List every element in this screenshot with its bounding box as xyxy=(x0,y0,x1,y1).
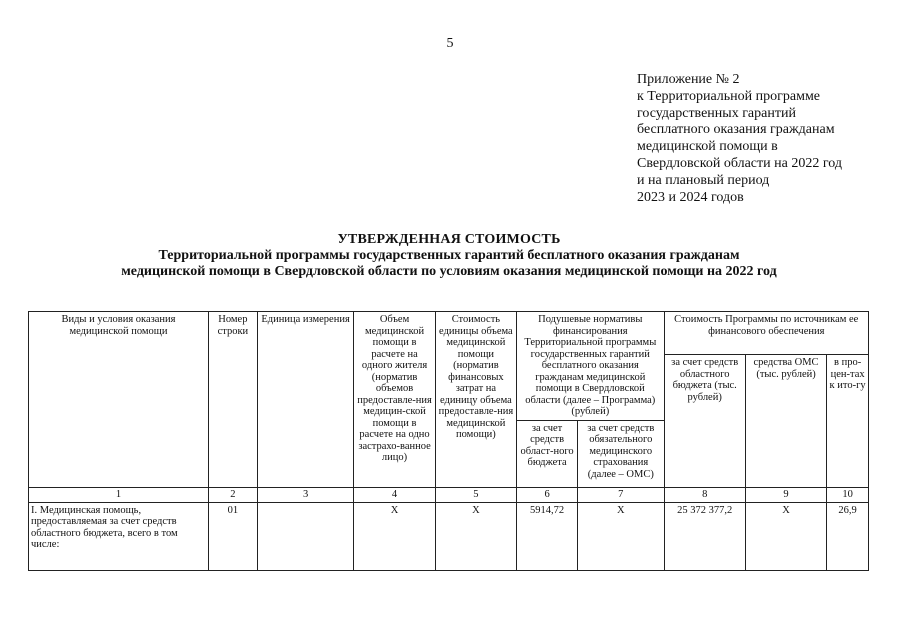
header-per-capita-normatives: Подушевые нормативы финансирования Территориальной программы государственных гарантий бесплатного оказания гражданам медицинской помощи в Свердловской области (далее – Программа) (рублей) xyxy=(517,312,664,421)
appendix-note xyxy=(637,72,897,206)
header-per-capita-oms: за счет средств обязательного медицинского страхования (далее – ОМС) xyxy=(578,420,664,487)
title-line-1: УТВЕРЖДЕННАЯ СТОИМОСТЬ xyxy=(337,232,561,247)
header-kinds: Виды и условия оказания медицинской помощи xyxy=(29,312,209,488)
header-program-cost: Стоимость Программы по источникам ее финансового обеспечения xyxy=(664,312,868,355)
column-number: 1 xyxy=(29,487,209,502)
appendix-line: 2023 и 2024 годов xyxy=(637,189,744,205)
appendix-line: к Территориальной программе xyxy=(637,88,821,104)
cell-cost-budget: 25 372 377,2 xyxy=(664,502,745,570)
header-unit: Единица измерения xyxy=(257,312,354,488)
title-line-2: Территориальной программы государственных гарантий бесплатного оказания гражданам xyxy=(158,248,740,263)
cell-per-capita-oms: Х xyxy=(578,502,664,570)
cell-name: I. Медицинская помощь, предоставляемая за счет средств областного бюджета, всего в том числе: xyxy=(29,502,209,570)
header-row xyxy=(29,312,869,355)
column-number: 5 xyxy=(435,487,516,502)
table-row xyxy=(29,502,869,570)
cost-table xyxy=(28,311,869,571)
header-cost-oms: средства ОМС (тыс. рублей) xyxy=(745,355,826,488)
appendix-line: бесплатного оказания гражданам xyxy=(637,122,835,138)
appendix-line: Свердловской области на 2022 год xyxy=(637,155,842,171)
column-number: 7 xyxy=(578,487,664,502)
column-number: 2 xyxy=(208,487,257,502)
appendix-line: государственных гарантий xyxy=(637,105,796,121)
column-number: 9 xyxy=(745,487,826,502)
column-number: 6 xyxy=(517,487,578,502)
document-title xyxy=(40,232,858,280)
cell-unit xyxy=(257,502,354,570)
appendix-line: и на плановый период xyxy=(637,172,770,188)
column-number: 4 xyxy=(354,487,435,502)
page-number: 5 xyxy=(446,36,454,51)
cell-per-capita-budget: 5914,72 xyxy=(517,502,578,570)
header-unit-cost: Стоимость единицы объема медицинской помощи (норматив финансовых затрат на единицу объема предоставле-ния медицинской помощи) xyxy=(435,312,516,488)
header-volume: Объем медицинской помощи в расчете на одного жителя (норматив объемов предоставле-ния медицин-ской помощи в расчете на одно застрахо-ванное лицо) xyxy=(354,312,435,488)
column-number: 8 xyxy=(664,487,745,502)
cell-cost-oms: Х xyxy=(745,502,826,570)
header-cost-budget: за счет средств областного бюджета (тыс. рублей) xyxy=(664,355,745,488)
cell-percent: 26,9 xyxy=(827,502,869,570)
header-percent: в про-цен-тах к ито-гу xyxy=(827,355,869,488)
cell-unit-cost: Х xyxy=(435,502,516,570)
cell-line-number: 01 xyxy=(208,502,257,570)
appendix-line: медицинской помощи в xyxy=(637,139,778,155)
cell-volume: Х xyxy=(354,502,435,570)
appendix-line: Приложение № 2 xyxy=(637,72,740,87)
header-per-capita-budget: за счет средств област-ного бюджета xyxy=(517,420,578,487)
column-number: 3 xyxy=(257,487,354,502)
title-line-3: медицинской помощи в Свердловской области по условиям оказания медицинской помощи на 2022 год xyxy=(121,264,777,279)
column-number-row xyxy=(29,487,869,502)
column-number: 10 xyxy=(827,487,869,502)
header-line-number: Номер строки xyxy=(208,312,257,488)
